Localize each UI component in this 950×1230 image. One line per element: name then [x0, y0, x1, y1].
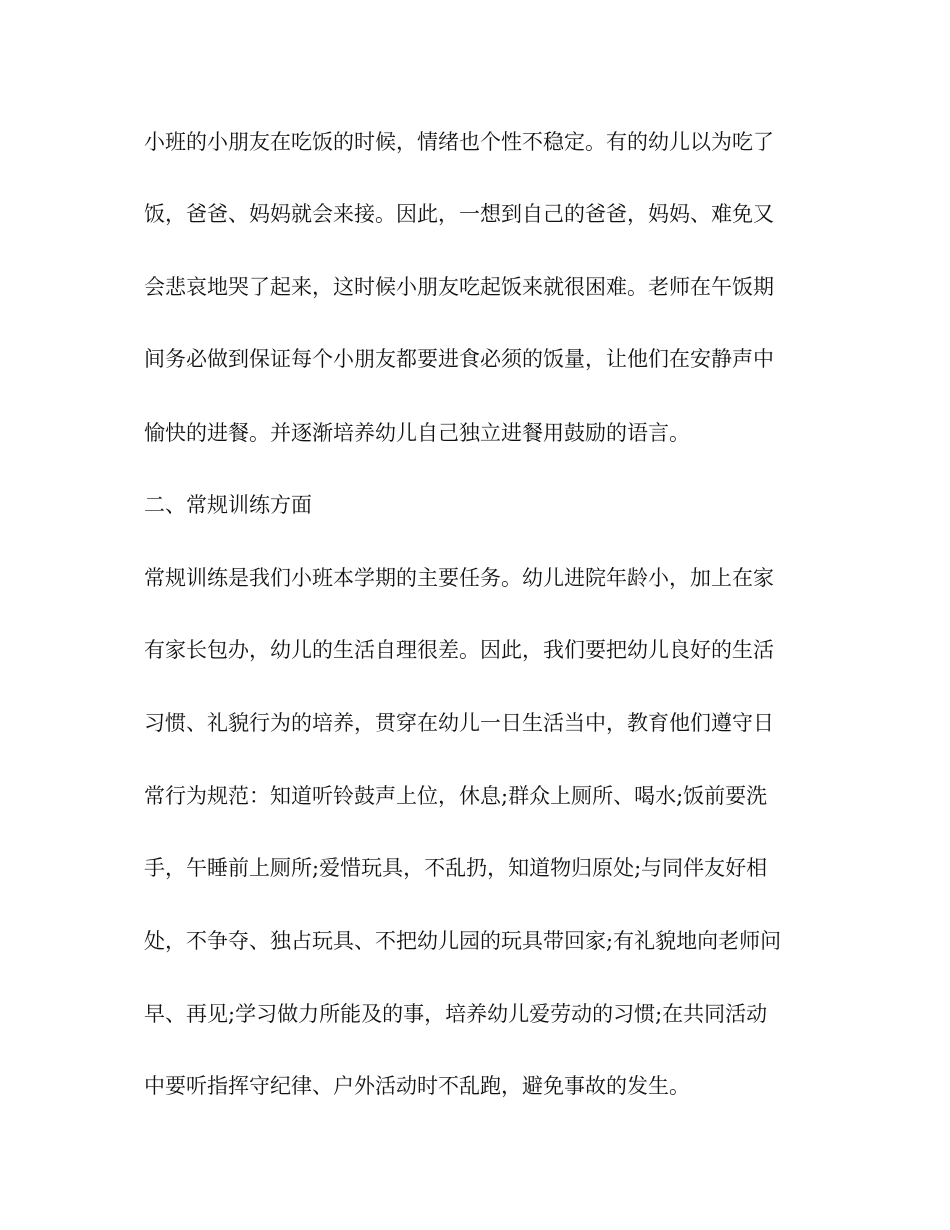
- paragraph-2-line-4: 常行为规范：知道听铃鼓声上位，休息;群众上厕所、喝水;饭前要洗: [144, 784, 768, 808]
- paragraph-2-line-5: 手，午睡前上厕所;爱惜玩具，不乱扔，知道物归原处;与同伴友好相: [144, 856, 768, 880]
- paragraph-1-line-4: 间务必做到保证每个小朋友都要进食必须的饭量，让他们在安静声中: [144, 347, 774, 371]
- paragraph-1-line-5: 愉快的进餐。并逐渐培养幼儿自己独立进餐用鼓励的语言。: [144, 421, 690, 445]
- paragraph-2-line-1: 常规训练是我们小班本学期的主要任务。幼儿进院年龄小，加上在家: [144, 566, 774, 590]
- paragraph-1-line-3: 会悲哀地哭了起来，这时候小朋友吃起饭来就很困难。老师在午饭期: [144, 275, 774, 299]
- paragraph-2-line-2: 有家长包办，幼儿的生活自理很差。因此，我们要把幼儿良好的生活: [144, 638, 774, 662]
- paragraph-1-line-1: 小班的小朋友在吃饭的时候，情绪也个性不稳定。有的幼儿以为吃了: [144, 130, 774, 154]
- paragraph-2-line-7: 早、再见;学习做力所能及的事，培养幼儿爱劳动的习惯;在共同活动: [144, 1002, 768, 1026]
- paragraph-2-line-6: 处，不争夺、独占玩具、不把幼儿园的玩具带回家;有礼貌地向老师问: [144, 929, 782, 953]
- paragraph-2-line-8: 中要听指挥守纪律、户外活动时不乱跑，避免事故的发生。: [144, 1074, 690, 1098]
- paragraph-1-line-2: 饭，爸爸、妈妈就会来接。因此，一想到自己的爸爸，妈妈、难免又: [144, 202, 774, 226]
- section-heading: 二、常规训练方面: [144, 493, 312, 517]
- paragraph-2-line-3: 习惯、礼貌行为的培养，贯穿在幼儿一日生活当中，教育他们遵守日: [144, 711, 774, 735]
